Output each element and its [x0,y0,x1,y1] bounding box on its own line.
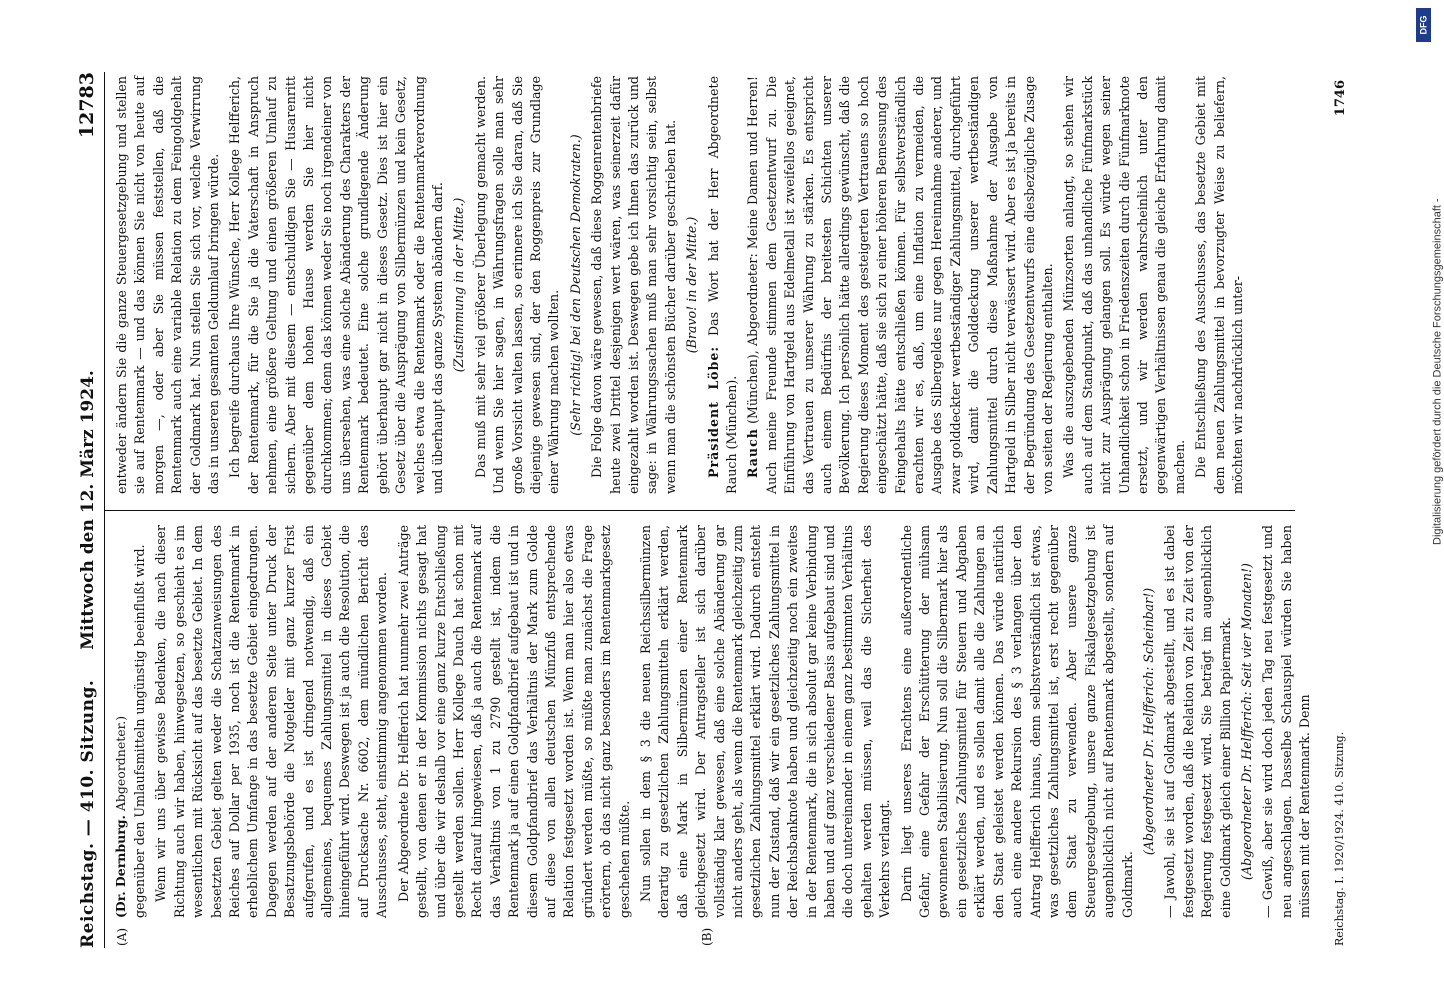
rauch-paragraph [744,76,1057,494]
column-speaker-head [113,525,128,918]
margin-mark-b: (B) [700,927,714,946]
paragraph: Die Folge davon wäre gewesen, daß diese Roggenrentenbriefe heute zwei Drittel desjenigen wert wären, was seinerzeit dafür eingezahlt worden ist. Deswegen gebe ich Ihnen das zurück und sage: in Währungssachen muß man sehr vorsichtig sein, selbst wenn man die schönsten Bücher darüber geschrieben hat. [589,76,678,494]
president-text: Das Wort hat der Herr Abgeordnete Rauch (München). [705,76,739,494]
president-paragraph [705,76,742,494]
dfg-logo: DFG [1416,8,1431,42]
stage-direction: (Sehr richtig! bei den Deutschen Demokraten.) [567,134,583,436]
page-header [74,72,105,948]
paragraph: — Jawohl, sie ist auf Goldmark abgestellt, und es ist dabei festgesetzt worden, daß die Relation von Zeit zu Zeit von der Regierung festgesetzt wird. Sie beträgt im augenblicklich eine Goldmark gleich einer Billion Papiermark. [1162,525,1233,918]
head-speaker: (Dr. Dernburg. [113,815,128,918]
paragraph: entweder ändern Sie die ganze Steuergesetzgebung und stellen sie auf Rentenmark — und das können Sie nicht von heute auf morgen —, oder aber Sie müssen feststellen, daß die Rentenmark auch eine variable Relation zu dem Feingoldgehalt der Goldmark hat. Nun stellen Sie sich vor, welche Verwirrung das in unseren gesamten Geldumlauf bringen würde. [114,76,222,494]
paragraph: Ich begreife durchaus Ihre Wünsche, Herr Kollege Helfferich, der Rentenmark, für die Sie ja die Vaterschaft in Anspruch nehmen, eine größere Geltung und einen größeren Umlauf zu sichern. Aber mit diesem — entschuldigen Sie — Husarenritt gegenüber dem hohen Hause werden Sie hier nicht durchkommen; denn das können weder Sie noch irgendeiner von uns übersehen, was eine solche Abänderung des Charakters der Rentenmark bedeutet. Eine solche grundlegende Änderung gehört überhaupt gar nicht in dieses Gesetz. Dies ist hier ein Gesetz über die Ausprägung von Silbermünzen und kein Gesetz, welches etwa die Rentenmark oder die Rentenmarkverordnung und überhaupt das ganze System abändern darf. [227,76,445,494]
header-date: Mittwoch den 12. März 1924. [78,370,98,650]
paragraph: — Gewiß, aber sie wird doch jeden Tag neu festgesetzt und neu angeschlagen. Dasselbe Schauspiel würden Sie haben müssen mit der Rentenmark. Denn [1260,525,1313,918]
page-number: 12783 [76,72,98,139]
left-column [105,510,1313,948]
paragraph: Nun sollen in dem § 3 die neuen Reichssilbermünzen derartig zu gesetzlichen Zahlungsmitteln erklärt werden, daß eine Mark in Silbermünzen einer Rentenmark gleichgesetzt wird. Der Antragsteller ist sich darüber vollständig klar gewesen, daß eine solche Abänderung gar nicht anders geht, als wenn die Rentenmark gleichzeitig zum gesetzlichen Zahlungsmittel erklärt wird. Dadurch entsteht nun der Zustand, daß wir ein gesetzliches Zahlungsmittel in der Reichsbanknote haben und gleichzeitig noch ein zweites in der Rentenmark, die in sich absolut gar keine Verbindung haben und auf ganz verschiedener Basis aufgebaut sind und die doch untereinander in einem ganz bestimmten Verhältnis gehalten werden müssen, weil das die Sicherheit des Verkehrs verlangt. [637,525,893,918]
dfg-strip [1412,0,1444,1000]
paragraph: Der Abgeordnete Dr. Helfferich hat nunmehr zwei Anträge gestellt, von denen er in der Kommission nichts gesagt hat und über die wir deshalb vor eine ganz kurze Entschließung gestellt werden sollen. Herr Kollege Dauch hat schon mit Recht darauf hingewiesen, daß ja auch die Rentenmark auf das Verhältnis von 1 zu 2790 gestellt ist, indem die Rentenmark ja auf einen Goldpfandbrief aufgebaut ist und in diesem Goldpfandbrief das Verhältnis der Mark zum Golde auf diese von allen deutschen Münzfuß entsprechende Relation festgesetzt worden ist. Wenn man hier also etwas gründert werden müßte, so müßte man zunächst die Frage erörtern, ob das nicht ganz besonders im Rentenmarkgesetz geschehen müßte. [395,525,632,918]
rauch-text: (München), Abgeordneter: Meine Damen und Herren! Auch meine Freunde stimmen dem Gesetzentwurf zu. Die Einführung von Hartgeld aus Edelmetall ist zweifellos geeignet, das Vertrauen zu unserer Währung zu stärken. Es entspricht auch einem Bedürfnis der breitesten Schichten unserer Bevölkerung. Ich persönlich hätte allerdings gewünscht, daß die Regierung dieses Moment des gesteigerten Vertrauens so hoch eingeschätzt hätte, daß sie sich zu einer höheren Bemessung des Feingehalts hätte entschließen können. Für selbstverständlich erachten wir es, daß, um eine Inflation zu vermeiden, die Ausgabe des Silbergeldes nur gegen Hereinnahme anderer, und zwar golddeckter wertbeständiger Zahlungsmittel, durchgeführt wird, damit die Golddeckung unserer wertbeständigen Zahlungsmittel durch diese Maßnahme der Ausgabe von Hartgeld in Silber nicht verwässert wird. Aber es ist ja bereits in der Begründung des Gesetzentwurfs eine diesbezügliche Zusage von seiten der Regierung enthalten. [745,76,1055,494]
header-session: Reichstag. — 410. Sitzung. [78,679,98,948]
paragraph: Wenn wir uns über gewisse Bedenken, die nach dieser Richtung auch wir haben, hinwegsetzen, so geschieht es im wesentlichen mit Rücksicht auf das besetzte Gebiet. In dem besetzten Gebiet gelten weder die Schatzanweisungen des Reiches auf Dollar per 1935, noch ist die Rentenmark in erheblichem Umfange in das besetzte Gebiet eingedrungen. Dagegen werden auf der anderen Seite unter Druck der Besatzungsbehörde die Notgelder mit ganz kurzer Frist aufgerufen, und es ist dringend notwendig, daß ein allgemeines, bequemes Zahlungsmittel in dieses Gebiet hineingeführt wird. Deswegen ist ja auch die Resolution, die auf Drucksache Nr. 6602, dem mündlichen Bericht des Ausschusses, steht, einstimmig angenommen worden. [153,525,390,918]
right-column [105,72,1295,510]
margin-mark-a: (A) [115,927,129,946]
text-columns [105,72,1313,948]
stage-direction: (Abgeordneter Dr. Helfferich: Scheinbar!) [1140,587,1156,856]
dfg-notice: Digitalisierung gefördert durch die Deutsche Forschungsgemeinschaft - [1432,198,1444,545]
newspaper-page [60,50,1360,970]
paragraph: gegenüber den Umlaufsmitteln ungünstig beeinflußt wird. [132,544,147,918]
paragraph: Darin liegt unseres Erachtens eine außerordentliche Gefahr, eine Gefahr der Erschütterung der mühsam gewonnenen Stabilisierung. Nun soll die Silbermark hier als ein gesetzliches Zahlungsmittel für Steuern und Abgaben erklärt werden, und es sollen damit alle die Zahlungen an den Staat geleistet werden können. Das würde natürlich auch eine andere Rekursion des § 3 verlangen über den Antrag Helfferich hinaus, denn selbstverständlich ist etwas, was gesetzliches Zahlungsmittel ist, erst recht gegenüber dem Staat zu verwenden. Aber unsere ganze Steuergesetzgebung, unsere ganze Fiskalgesetzgebung ist augenblicklich nicht auf Rentenmark abgestellt, sondern auf Goldmark. [898,525,1135,918]
page-signature: 1746 [1333,80,1348,117]
president-speaker: Präsident Löbe: [705,345,721,478]
paragraph: Die Entschließung des Ausschusses, das besetzte Gebiet mit dem neuen Zahlungsmittel in bevorzugter Weise zu beliefern, möchten wir nachdrücklich unter- [1193,76,1245,494]
rauch-speaker: Rauch [745,428,761,478]
stage-direction: (Zustimmung in der Mitte.) [451,197,467,373]
footer-imprint: Reichstag. I. 1920/1924. 410. Sitzung. [1333,731,1346,946]
paragraph: Was die auszugebenden Münzsorten anlangt, so stehen wir auch auf dem Standpunkt, daß das unhandliche Fünfmarkstück nicht zur Ausprägung gelangen soll. Es würde wegen seiner Unhandlichkeit schon in Friedenszeiten durch die Fünfmarknote ersetzt, und wir werden wahrscheinlich unter den gegenwärtigen Verhältnissen genau die gleiche Erfahrung damit machen. [1061,76,1187,494]
stage-direction: (Abgeordneter Dr. Helfferich: Seit vier Monaten!) [1238,563,1254,880]
paragraph: Das muß mit sehr viel größerer Überlegung gemacht werden. Und wenn Sie hier sagen, in Währungsfragen solle man sehr große Vorsicht walten lassen, so erinnere ich Sie daran, daß Sie diejenige gewesen sind, der den Roggenpreis zur Grundlage einer Währung machen wollten. [472,76,562,494]
stage-direction: (Bravo! in der Mitte.) [684,216,700,354]
head-role: Abgeordneter.) [113,715,128,812]
